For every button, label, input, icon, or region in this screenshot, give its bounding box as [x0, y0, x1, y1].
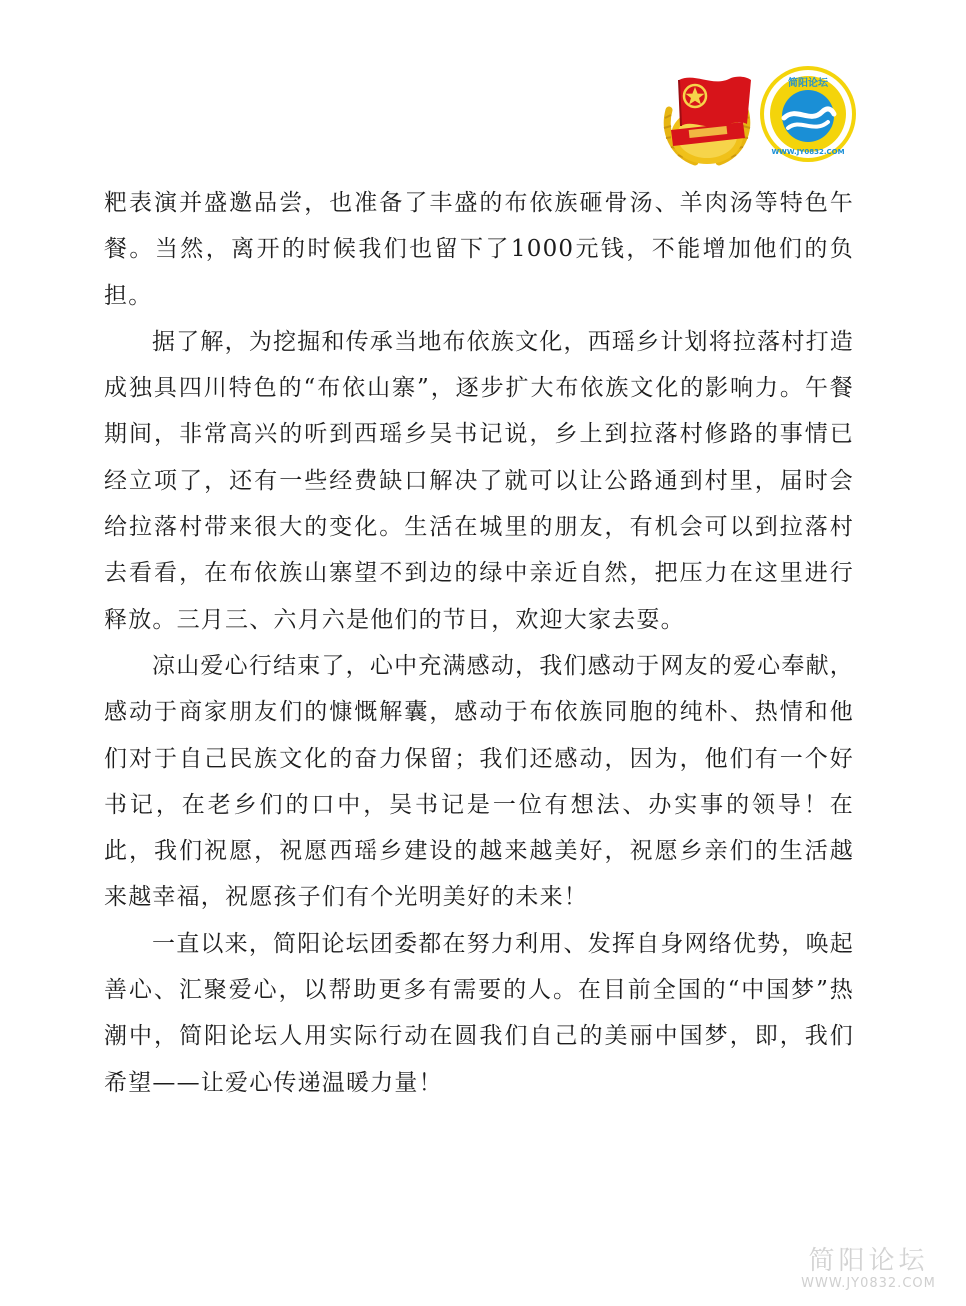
- jianyang-forum-logo-icon: [758, 64, 858, 164]
- forum-logo-top-text: 简阳论坛: [788, 78, 828, 89]
- forum-logo-url-text: WWW.JY0832.COM: [771, 148, 845, 156]
- youth-league-emblem-icon: [655, 66, 759, 170]
- article-body: [104, 180, 854, 1106]
- header-logos: [655, 64, 865, 174]
- paragraph-4: 一直以来，简阳论坛团委都在努力利用、发挥自身网络优势，唤起善心、汇聚爱心，以帮助更多有需要的人。在目前全国的“中国梦”热潮中，简阳论坛人用实际行动在圆我们自己的美丽中国梦，即，我们希望——让爱心传递温暖力量！: [104, 930, 854, 1096]
- forum-watermark: [801, 1246, 936, 1292]
- paragraph-3: 凉山爱心行结束了，心中充满感动，我们感动于网友的爱心奉献，感动于商家朋友们的慷慨解囊，感动于布依族同胞的纯朴、热情和他们对于自己民族文化的奋力保留；我们还感动，因为，他们有一个好书记，在老乡们的口中，吴书记是一位有想法、办实事的领导！在此，我们祝愿，祝愿西瑶乡建设的越来越美好，祝愿乡亲们的生活越来越幸福，祝愿孩子们有个光明美好的未来！: [104, 652, 854, 911]
- paragraph-1: 粑表演并盛邀品尝，也准备了丰盛的布依族砸骨汤、羊肉汤等特色午餐。当然，离开的时候我们也留下了1000元钱，不能增加他们的负担。: [104, 190, 854, 309]
- watermark-url: WWW.JY0832.COM: [801, 1276, 936, 1291]
- paragraph-2: 据了解，为挖掘和传承当地布依族文化，西瑶乡计划将拉落村打造成独具四川特色的“布依山寨”，逐步扩大布依族文化的影响力。午餐期间，非常高兴的听到西瑶乡吴书记说，乡上到拉落村修路的事情已经立项了，还有一些经费缺口解决了就可以让公路通到村里，届时会给拉落村带来很大的变化。生活在城里的朋友，有机会可以到拉落村去看看，在布依族山寨望不到边的绿中亲近自然，把压力在这里进行释放。三月三、六月六是他们的节日，欢迎大家去耍。: [104, 328, 854, 633]
- watermark-title: 简阳论坛: [808, 1246, 929, 1276]
